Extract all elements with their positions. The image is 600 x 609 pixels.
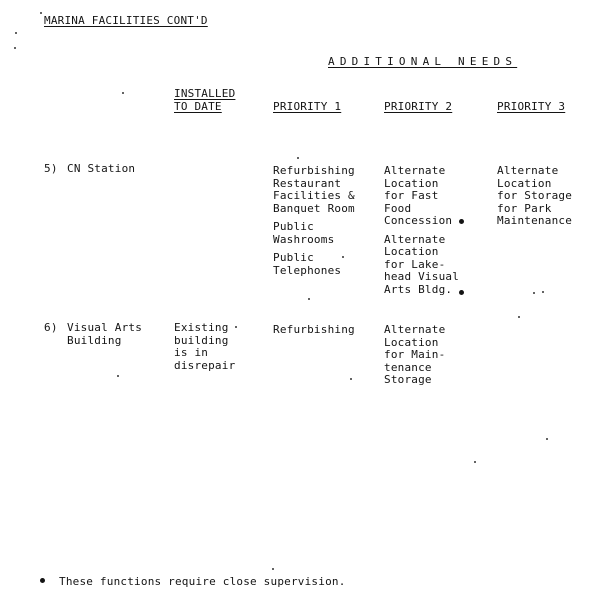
footnote-bullet-icon [40, 578, 45, 583]
scan-speck [117, 375, 119, 377]
scan-speck [350, 378, 352, 380]
scan-speck [122, 92, 124, 94]
priority-1-cell [273, 165, 378, 277]
additional-needs-header: ADDITIONAL NEEDS [328, 55, 518, 68]
page-title: MARINA FACILITIES CONT'D [44, 14, 208, 27]
scan-speck [518, 316, 520, 318]
scan-speck [542, 291, 544, 293]
facility-name: CN Station [67, 162, 136, 175]
supervision-bullet-icon [459, 290, 464, 295]
priority-2-cell [384, 165, 484, 296]
scan-speck [235, 326, 237, 328]
scan-speck [474, 461, 476, 463]
row-number: 5) [44, 162, 58, 175]
installed-cell: Existing building is in disrepair [174, 321, 236, 372]
priority-item: Public Telephones [273, 251, 342, 277]
column-header-priority-2: PRIORITY 2 [384, 100, 453, 113]
column-header-priority-3: PRIORITY 3 [497, 100, 566, 113]
scan-speck [546, 438, 548, 440]
column-header-priority-1: PRIORITY 1 [273, 100, 342, 113]
scan-speck [342, 256, 344, 258]
column-header-installed: INSTALLED TO DATE [174, 87, 236, 113]
priority-2-cell: Alternate Location for Main- tenance Storage [384, 323, 446, 386]
scan-speck [297, 157, 299, 159]
priority-item: Alternate Location for Lake- head Visual Arts Bldg. [384, 232, 460, 296]
priority-item: Public Washrooms [273, 220, 335, 246]
priority-1-cell: Refurbishing [273, 323, 355, 336]
scan-speck [15, 32, 17, 34]
supervision-bullet-icon [459, 219, 464, 224]
priority-item: Refurbishing Restaurant Facilities & Banquet Room [273, 164, 355, 215]
scan-speck [533, 292, 535, 294]
scan-speck [14, 47, 16, 49]
scan-speck [40, 12, 42, 14]
priority-3-cell: Alternate Location for Storage for Park Maintenance [497, 164, 573, 227]
scan-speck [272, 568, 274, 570]
footnote: These functions require close supervision. [59, 575, 346, 588]
row-number: 6) [44, 321, 58, 334]
scan-speck [308, 298, 310, 300]
facility-name: Visual Arts Building [67, 321, 143, 347]
priority-item: Alternate Location for Fast Food Concession [384, 164, 453, 227]
